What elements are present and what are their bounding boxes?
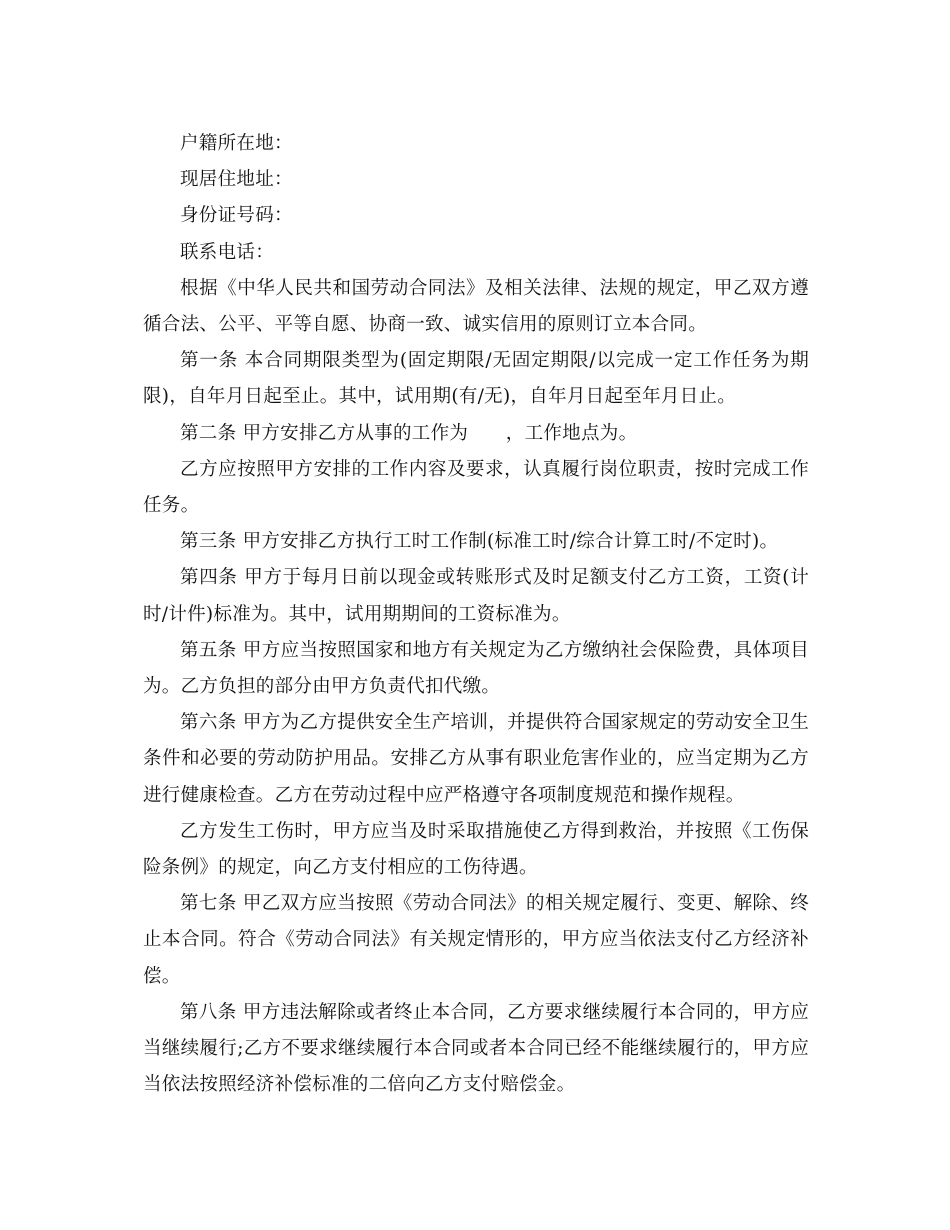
field-phone: 联系电话： — [180, 241, 275, 263]
article-6-safety: 第六条 甲方为乙方提供安全生产培训，并提供符合国家规定的劳动安全卫生条件和必要的劳动防护用品。安排乙方从事有职业危害作业的，应当定期为乙方进行健康检查。乙方在劳动过程中应严格遵守各项制度规范和操作规程。 — [143, 712, 809, 806]
article-7-termination: 第七条 甲乙双方应当按照《劳动合同法》的相关规定履行、变更、解除、终止本合同。符合《劳动合同法》有关规定情形的，甲方应当依法支付乙方经济补偿。 — [143, 893, 809, 987]
field-id-number: 身份证号码： — [180, 205, 293, 227]
article-6-work-injury: 乙方发生工伤时，甲方应当及时采取措施使乙方得到救治，并按照《工伤保险条例》的规定，向乙方支付相应的工伤待遇。 — [143, 820, 809, 879]
article-3-working-hours: 第三条 甲方安排乙方执行工时工作制(标准工时/综合计算工时/不定时)。 — [180, 531, 779, 553]
field-household-registration: 户籍所在地： — [180, 133, 293, 154]
article-1-term: 第一条 本合同期限类型为(固定期限/无固定期限/以完成一定工作任务为期限)，自年月日起至止。其中，试用期(有/无)，自年月日起至年月日止。 — [143, 350, 809, 408]
article-8-illegal-termination: 第八条 甲方违法解除或者终止本合同，乙方要求继续履行本合同的，甲方应当继续履行;乙方不要求继续履行本合同或者本合同已经不能继续履行的，甲方应当依法按照经济补偿标准的二倍向乙方支付赔偿金。 — [143, 1001, 809, 1096]
document-body — [143, 126, 809, 1103]
field-current-address: 现居住地址： — [180, 169, 293, 191]
preamble-paragraph: 根据《中华人民共和国劳动合同法》及相关法律、法规的规定，甲乙双方遵循合法、公平、平等自愿、协商一致、诚实信用的原则订立本合同。 — [143, 277, 809, 336]
article-5-social-insurance: 第五条 甲方应当按照国家和地方有关规定为乙方缴纳社会保险费，具体项目为。乙方负担的部分由甲方负责代扣代缴。 — [143, 639, 809, 698]
article-2-duties: 乙方应按照甲方安排的工作内容及要求，认真履行岗位职责，按时完成工作任务。 — [143, 458, 809, 517]
article-2-job: 第二条 甲方安排乙方从事的工作为 ，工作地点为。 — [180, 422, 638, 444]
article-4-wages: 第四条 甲方于每月日前以现金或转账形式及时足额支付乙方工资，工资(计时/计件)标准为。其中，试用期期间的工资标准为。 — [143, 567, 809, 625]
